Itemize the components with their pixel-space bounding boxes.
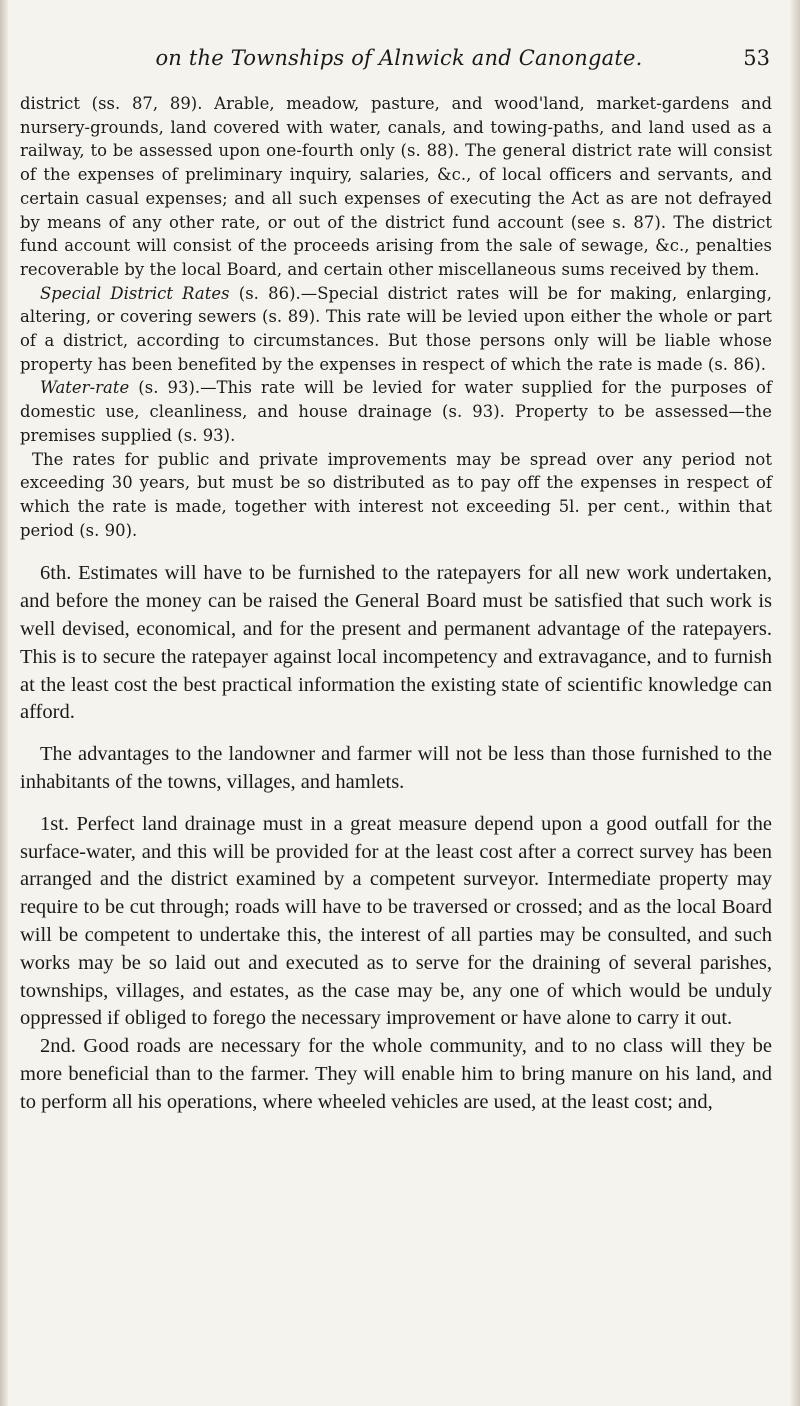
paragraph-estimates [20,560,772,727]
running-head [20,44,778,72]
page-gutter-shadow [0,0,8,1406]
paragraph-water-rate [20,376,772,447]
paragraph-text: 2nd. Good roads are necessary for the whole community, and to no class will they be more beneficial than to the farmer. They will enable him to bring manure on his land, and to perform all his operations, where wheeled vehicles are used, at the least cost; and, [20,1035,772,1113]
paragraph-text: 6th. Estimates will have to be furnished to the ratepayers for all new work undertaken, and before the money can be raised the General Board must be satisfied that such work is well devised, economical, and for the present and permanent advantage of the ratepayers. This is to secure the ratepayer against local incompetency and extravagance, and to furnish at the least cost the best practical information the existing state of scientific knowledge can afford. [20,562,772,724]
paragraph-good-roads [20,1033,772,1116]
run-in-heading: Special District Rates [40,283,230,303]
paragraph-text: district (ss. 87, 89). Arable, meadow, pasture, and wood'land, market-gardens and nursery-grounds, land covered with water, canals, and towing-paths, and land used as a railway, to be assessed upon one-fourth only (s. 88). The general district rate will consist of the expenses of preliminary inquiry, salaries, &c., of local officers and servants, and certain casual expenses; and all such expenses of executing the Act as are not defrayed by means of any other rate, or out of the district fund account (see s. 87). The district fund account will consist of the proceeds arising from the sale of sewage, &c., penalties recoverable by the local Board, and certain other miscellaneous sums received by them. [20,94,772,279]
page-number: 53 [743,46,770,70]
paragraph-text: The advantages to the landowner and farmer will not be less than those furnished to the inhabitants of the towns, villages, and hamlets. [20,743,772,793]
large-type-section [20,560,772,1116]
paragraph-land-drainage [20,811,772,1033]
paragraph-district-rate [20,92,772,282]
paragraph-text: The rates for public and private improvements may be spread over any period not exceeding 30 years, but must be so distributed as to pay off the expenses in respect of which the rate is made, together with interest not exceeding 5l. per cent., within that period (s. 90). [20,449,772,540]
paragraph-text: 1st. Perfect land drainage must in a great measure depend upon a good outfall for the surface-water, and this will be provided for at the least cost after a correct survey has been arranged and the district examined by a competent surveyor. Intermediate property may require to be cut through; roads will have to be traversed or crossed; and as the local Board will be competent to undertake this, the interest of all parties may be consulted, and such works may be so laid out and executed as to serve for the draining of several parishes, townships, villages, and estates, as the case may be, any one of which would be unduly oppressed if obliged to forego the necessary improvement or have alone to carry it out. [20,812,772,1030]
paragraph-rates-period [20,448,772,543]
running-title: on the Townships of Alnwick and Canongate. [155,46,643,70]
page-edge-shadow [790,0,800,1406]
paragraph-text: (s. 93).—This rate will be levied for water supplied for the purposes of domestic use, cleanliness, and house drainage (s. 93). Property to be assessed—the premises supplied (s. 93). [20,378,772,445]
paragraph-advantages [20,741,772,797]
run-in-heading: Water-rate [40,378,130,398]
small-type-section [20,92,772,542]
paragraph-special-district-rates [20,282,772,377]
body-text [20,92,772,1117]
paragraph-text: (s. 86).—Special district rates will be for making, enlarging, altering, or covering sewers (s. 89). This rate will be levied upon either the whole or part of a district, according to circumstances. But those persons only will be liable whose property has been benefited by the expenses in respect of which the rate is made (s. 86). [20,283,772,374]
